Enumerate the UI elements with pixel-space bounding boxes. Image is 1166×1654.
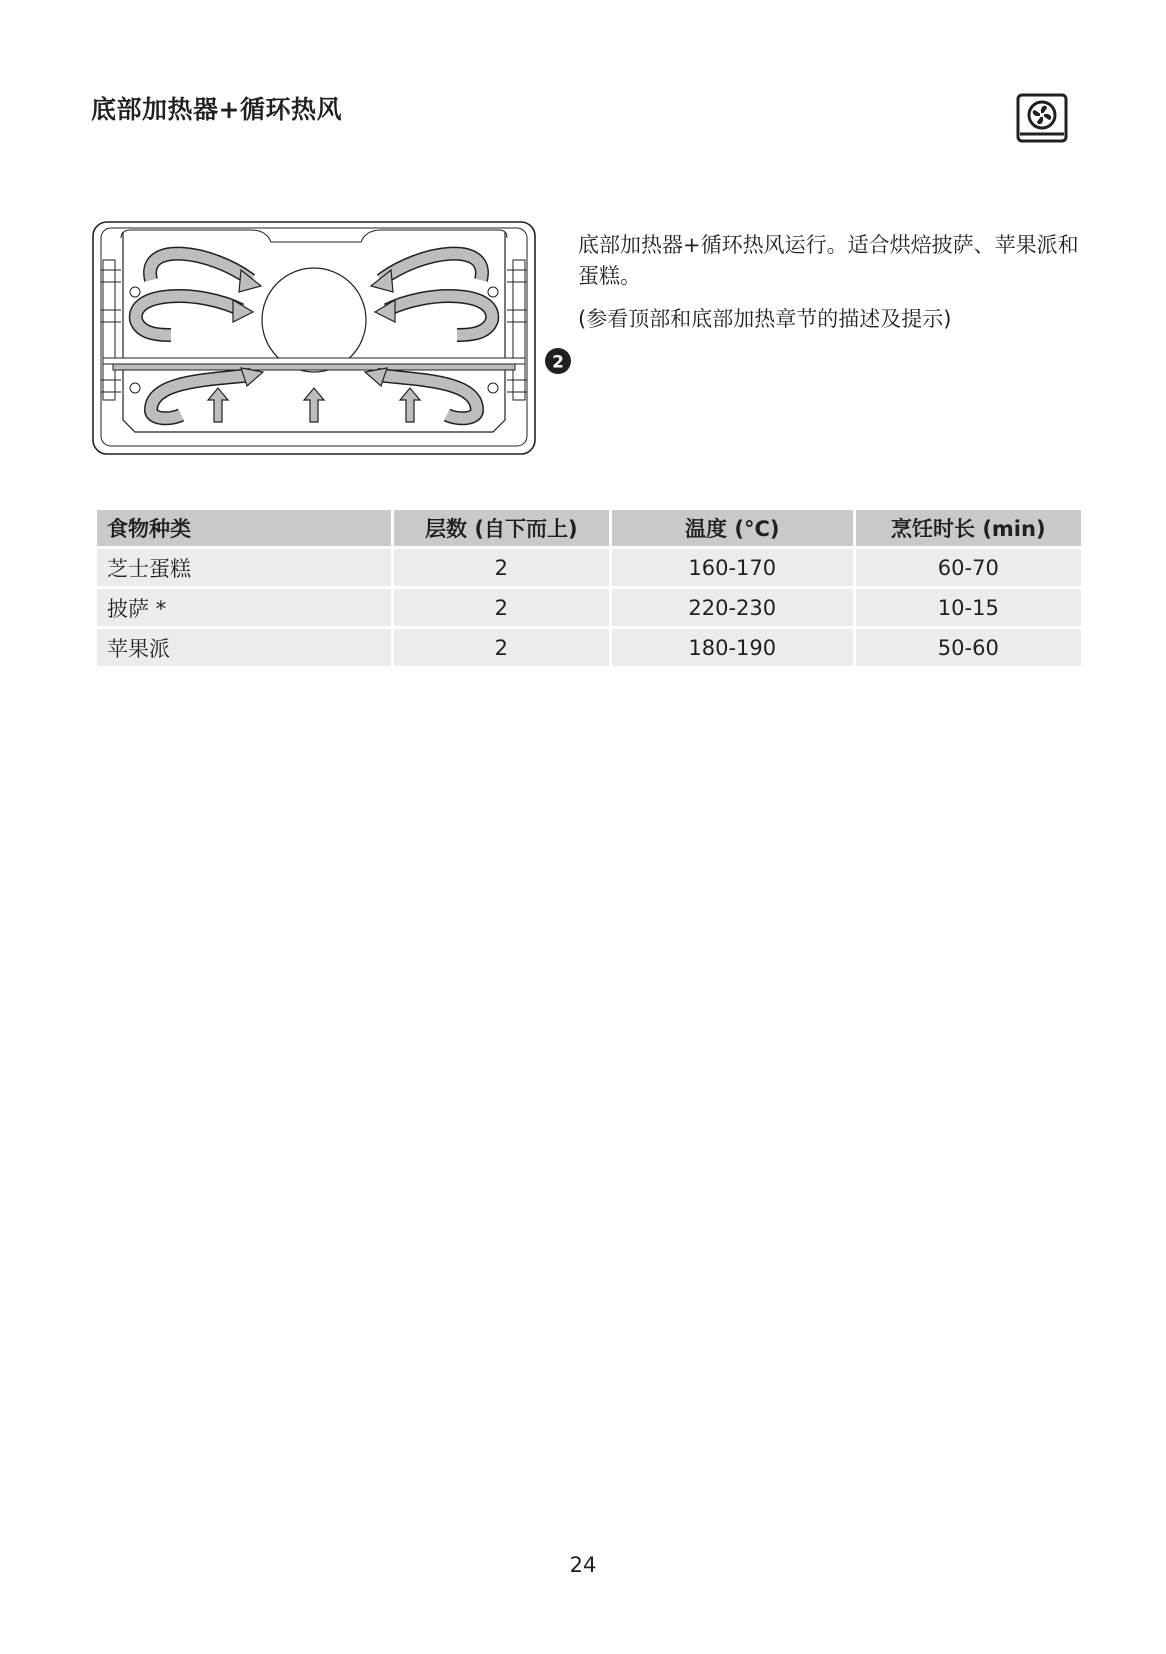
page-number: 24 — [569, 1553, 597, 1577]
cooking-time: 10-15 — [856, 589, 1081, 626]
table-header-row — [97, 510, 1081, 546]
header-cooking-time: 烹饪时长 (min) — [856, 510, 1081, 546]
description — [578, 230, 1088, 347]
header-food-type: 食物种类 — [97, 510, 391, 546]
page-title: 底部加热器+循环热风 — [91, 95, 342, 124]
cooking-table — [94, 507, 1084, 669]
description-line-1: 底部加热器+循环热风运行。适合烘焙披萨、苹果派和蛋糕。 — [578, 233, 1079, 288]
fan-bottom-heat-icon — [1016, 93, 1068, 145]
food-name: 芝士蛋糕 — [97, 549, 391, 586]
temperature: 160-170 — [612, 549, 853, 586]
food-name: 苹果派 — [97, 629, 391, 666]
description-line-2: (参看顶部和底部加热章节的描述及提示) — [578, 307, 952, 331]
table-row — [97, 549, 1081, 586]
header-shelf-level: 层数 (自下而上) — [394, 510, 609, 546]
table-row — [97, 589, 1081, 626]
temperature: 220-230 — [612, 589, 853, 626]
food-name: 披萨 * — [97, 589, 391, 626]
temperature: 180-190 — [612, 629, 853, 666]
table-row — [97, 629, 1081, 666]
oven-airflow-diagram — [91, 220, 579, 464]
shelf-level: 2 — [394, 589, 609, 626]
shelf-level: 2 — [394, 549, 609, 586]
shelf-level: 2 — [394, 629, 609, 666]
cooking-time: 50-60 — [856, 629, 1081, 666]
header-temperature: 温度 (°C) — [612, 510, 853, 546]
cooking-time: 60-70 — [856, 549, 1081, 586]
shelf-badge: 2 — [552, 352, 564, 373]
